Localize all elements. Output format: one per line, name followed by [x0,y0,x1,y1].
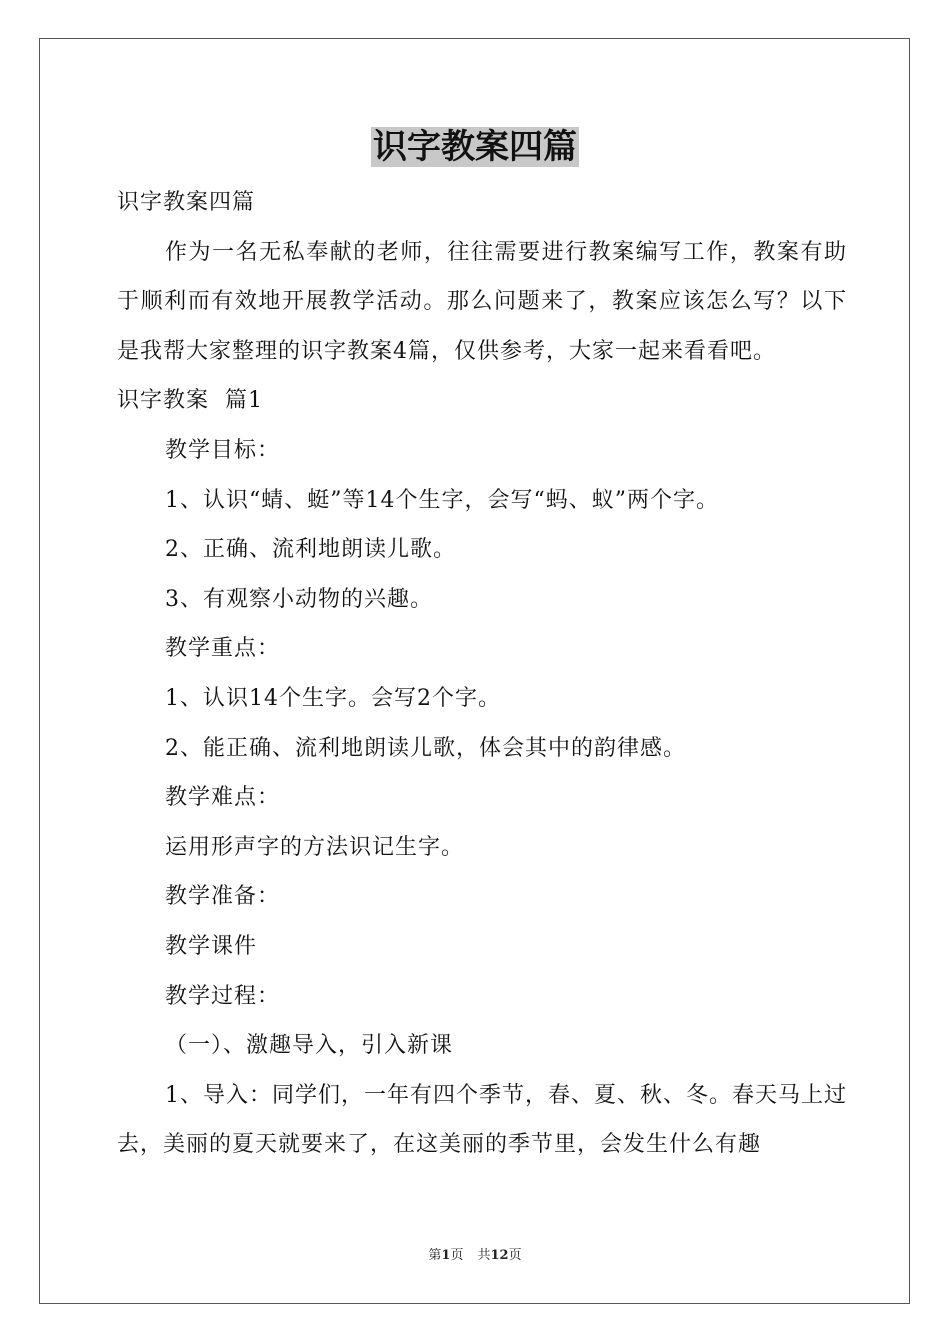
key-point-item-2: 2、能正确、流利地朗读儿歌，体会其中的韵律感。 [165,735,686,761]
footer-page-unit: 页 [450,1248,464,1263]
goal-item-1: 1、认识“蜻、蜓”等14个生字，会写“蚂、蚁”两个字。 [165,487,719,513]
paragraph-subtitle: 识字教案四篇 [117,190,256,215]
footer-page-total: 12 [490,1248,509,1263]
process-step-1-text: 1、导入：同学们，一年有四个季节，春、夏、秋、冬。春天马上过去，美丽的夏天就要来了，在这美丽的季节里，会发生什么有趣 [117,1082,847,1158]
difficulty-item: 运用形声字的方法识记生字。 [165,834,465,860]
preparation-item: 教学课件 [165,933,258,959]
footer-page-prefix: 第 [428,1248,442,1263]
key-point-item-1: 1、认识14个生字。会写2个字。 [165,685,501,711]
goal-item-2: 2、正确、流利地朗读儿歌。 [165,537,456,563]
process-step-1-heading: （一）、激趣导入，引入新课 [165,1033,454,1059]
footer-page-current: 1 [441,1248,451,1263]
document-title [0,124,950,170]
heading-key-points: 教学重点： [165,636,281,662]
document-title-text: 识字教案四篇 [373,127,577,167]
paragraph-intro: 作为一名无私奉献的老师，往往需要进行教案编写工作，教案有助于顺利而有效地开展教学活动。那么问题来了，教案应该怎么写？以下是我帮大家整理的识字教案4篇，仅供参考，大家一起来看看吧。 [117,239,847,364]
heading-preparation: 教学准备： [165,884,281,910]
footer-total-unit: 页 [508,1248,522,1263]
section-heading-part-1: 识字教案 篇1 [117,388,263,414]
heading-teaching-goals: 教学目标： [165,437,281,463]
heading-difficulties: 教学难点： [165,785,281,811]
page-footer [0,1247,950,1265]
goal-item-3: 3、有观察小动物的兴趣。 [165,586,433,612]
document-body [117,178,847,1170]
footer-total-prefix: 共 [477,1248,491,1263]
heading-process: 教学过程： [165,983,281,1009]
